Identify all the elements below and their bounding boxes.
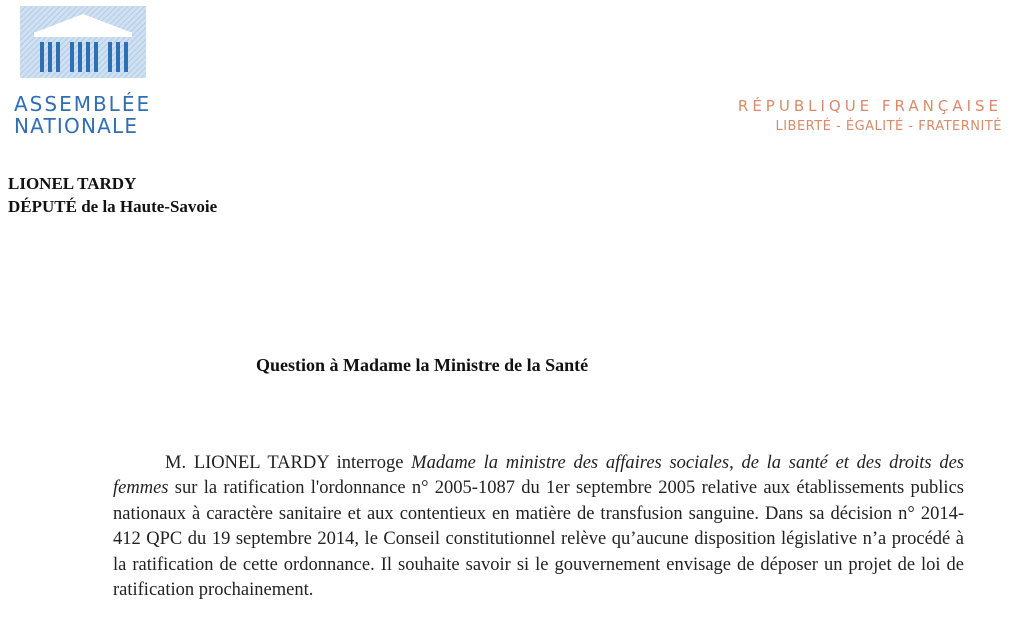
logo-text-assemblee: ASSEMBLÉE: [14, 92, 152, 116]
palais-bourbon-icon: [20, 6, 146, 88]
republique-motto: LIBERTÉ - ÉGALITÉ - FRATERNITÉ: [775, 119, 1002, 134]
question-body: [113, 451, 964, 604]
logo-text-nationale: NATIONALE: [14, 114, 139, 138]
republique-title: RÉPUBLIQUE FRANÇAISE: [737, 97, 1002, 115]
author-title: DÉPUTÉ de la Haute-Savoie: [8, 197, 218, 216]
republique-francaise-header: [738, 96, 1002, 138]
question-addressee: Madame la ministre des affaires sociales, de la santé et des droits des femmes: [113, 452, 964, 498]
question-title: Question à Madame la Ministre de la Santé: [256, 355, 589, 375]
author-block: [8, 172, 217, 218]
question-intro: M. LIONEL TARDY interroge: [165, 452, 412, 473]
question-rest: sur la ratification l'ordonnance n° 2005-1087 du 1er septembre 2005 relative aux établissements publics nationaux à caractère sanitaire et aux contentieux en matière de transfusion sanguine. Dans sa décision n° 2014-412 QPC du 19 septembre 2014, le Conseil constitutionnel relève qu’aucune disposition législative n’a procédé à la ratification de cette ordonnance. Il souhaite savoir si le gouvernement envisage de déposer un projet de loi de ratification prochainement.: [113, 478, 964, 600]
author-name: LIONEL TARDY: [8, 174, 137, 193]
